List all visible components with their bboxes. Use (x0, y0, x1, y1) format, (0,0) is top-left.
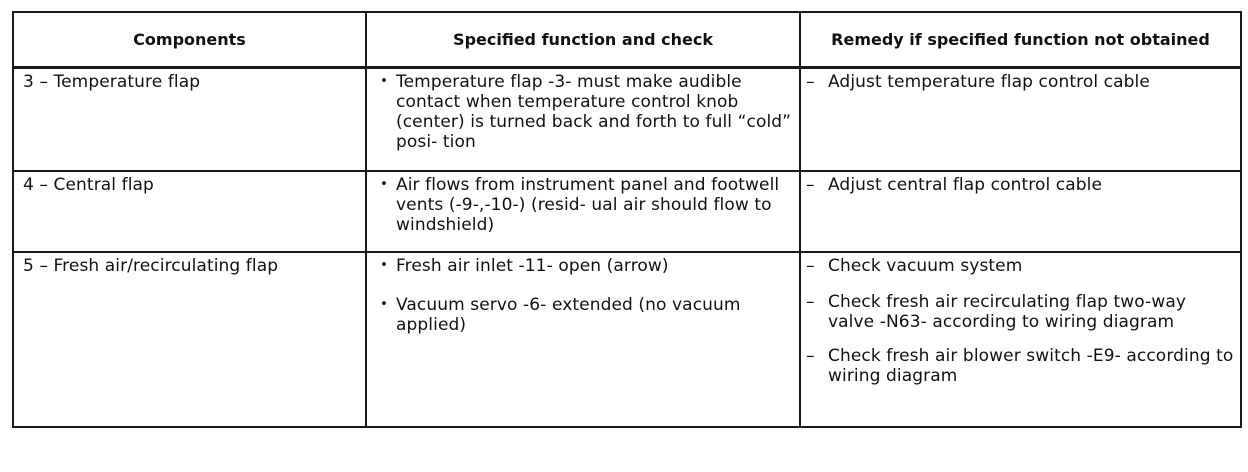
check-item (372, 72, 795, 152)
bullet-icon: • (380, 74, 388, 89)
remedy-item (806, 72, 1236, 92)
bullet-icon: • (380, 176, 388, 192)
remedy-text: Check fresh air blower switch -E9- according to wiring diagram (828, 345, 1234, 386)
check-cell (366, 171, 800, 252)
function-check-table (12, 11, 1242, 428)
remedy-cell (800, 68, 1241, 171)
remedy-item (806, 292, 1236, 332)
dash-icon: – (806, 174, 815, 195)
header-row (13, 12, 1241, 68)
remedy-text: Check vacuum system (828, 255, 1023, 276)
remedy-item (806, 175, 1236, 195)
remedy-item (806, 346, 1236, 386)
dash-icon: – (806, 345, 815, 366)
component-name: 4 – Central flap (23, 174, 154, 195)
check-text: Fresh air inlet -11- open (arrow) (396, 255, 669, 276)
check-cell (366, 252, 800, 427)
table-row (13, 68, 1241, 171)
component-cell (13, 171, 366, 252)
table-body (13, 68, 1241, 427)
check-item (372, 175, 795, 235)
bullet-icon: • (380, 296, 388, 312)
remedy-text: Check fresh air recirculating flap two-way valve -N63- according to wiring diagram (828, 291, 1187, 332)
dash-icon: – (806, 291, 815, 312)
component-name: 3 – Temperature flap (23, 72, 201, 92)
table-row (13, 252, 1241, 427)
remedy-text: Adjust temperature flap control cable (828, 72, 1150, 92)
component-cell (13, 68, 366, 171)
bullet-icon: • (380, 257, 388, 273)
check-item (372, 256, 795, 276)
check-text: Air flows from instrument panel and footwell vents (-9-,-10-) (resid- ual air should flow to windshield) (396, 174, 780, 235)
component-name: 5 – Fresh air/recirculating flap (23, 255, 279, 276)
header-specified-function: Specified function and check (366, 12, 800, 68)
header-components: Components (13, 12, 366, 68)
remedy-item (806, 256, 1236, 276)
remedy-text: Adjust central flap control cable (828, 174, 1103, 195)
table-row (13, 171, 1241, 252)
dash-icon: – (806, 72, 815, 92)
check-text: Vacuum servo -6- extended (no vacuum applied) (396, 294, 741, 335)
header-remedy: Remedy if specified function not obtained (800, 12, 1241, 68)
component-cell (13, 252, 366, 427)
check-cell (366, 68, 800, 171)
check-item (372, 295, 795, 335)
table-header (13, 12, 1241, 68)
check-text: Temperature flap -3- must make audible contact when temperature control knob (center) is turned back and forth to full “cold” posi- tion (396, 72, 792, 152)
remedy-cell (800, 171, 1241, 252)
remedy-cell (800, 252, 1241, 427)
dash-icon: – (806, 255, 815, 276)
